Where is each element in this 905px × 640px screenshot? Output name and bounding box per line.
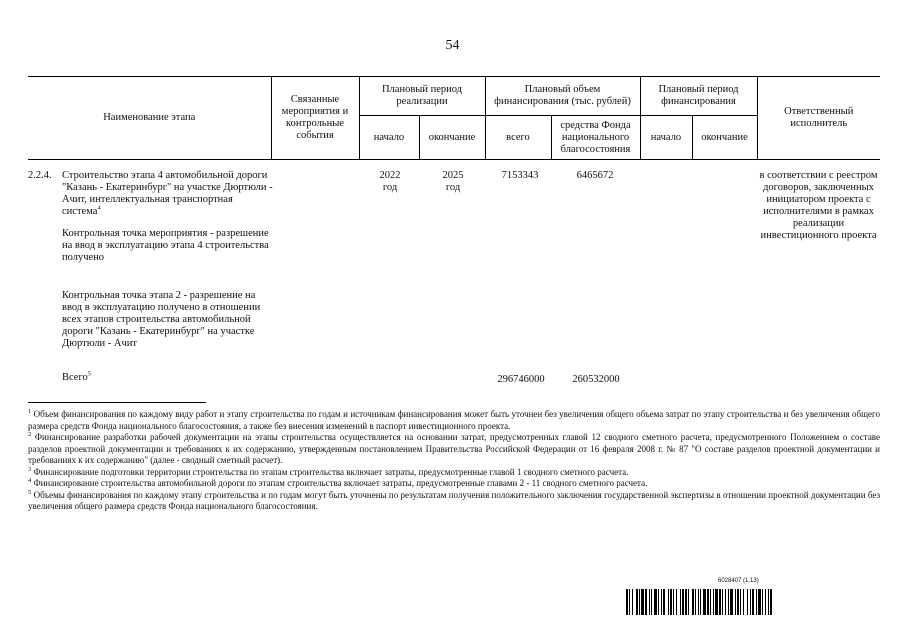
footnote-4: $^4$ Финансирование строительства автомобильной дороги по этапам строительства включает затраты, предусмотренные главами 2 - 11 сводного сметного расчета.: [28, 477, 648, 488]
grand-total: 296746000: [497, 374, 545, 385]
financing-table: [28, 76, 880, 160]
barcode-bar: [772, 589, 775, 615]
footnotes: [28, 409, 880, 513]
header-responsible: Ответственный исполнитель: [757, 77, 880, 160]
header-fin-start: начало: [640, 116, 692, 160]
row-fund: 6465672: [576, 170, 614, 181]
checkpoint-1: Контрольная точка мероприятия - разрешение на ввод в эксплуатацию этапа 4 строительства получено: [62, 228, 269, 263]
end-year: 2025 год: [442, 170, 464, 193]
header-planned-period: Плановый период реализации: [359, 77, 485, 116]
footnote-separator: [28, 402, 206, 403]
header-fin-end: окончание: [692, 116, 757, 160]
checkpoint-2: Контрольная точка этапа 2 - разрешение на ввод в эксплуатацию получено в отношении всех этапов строительства автомобильной дороги "Казань - Екатеринбург" на участке Дюртюли - Ачит: [62, 290, 261, 349]
row-total: 7153343: [501, 170, 539, 181]
barcode-label: 6028407 (1.13): [718, 578, 759, 584]
footnote-3: $^3$ Финансирование подготовки территории строительства по этапам строительства включает затраты, предусмотренные главой 1 сводного сметного расчета.: [28, 465, 629, 477]
header-financing-period: Плановый период финансирования: [640, 77, 757, 116]
header-planned-volume: Плановый объем финансирования (тыс. рублей): [485, 77, 640, 116]
header-end: окончание: [419, 116, 485, 160]
footnote-2: $^2$ Финансирование разработки рабочей документации на этапы строительства осуществляется на основании затрат, предусмотренных главой 12 сводного сметного расчета, предусмотренного Положением о составе разделов проектной документации и требованиях к их содержанию, утвержденным постановлением Правительства Российской Федерации от 16 февраля 2008 г. № 87 "О составе разделов проектной документации и требованиях к их содержанию" (далее - сводный сметный расчет).: [28, 431, 881, 465]
row-title: Строительство этапа 4 автомобильной дороги "Казань - Екатеринбург" на участке Дюртюли - Ачит, интеллектуальная транспортная система$^4$: [62, 170, 273, 217]
header-total: всего: [485, 116, 551, 160]
start-year: 2022 год: [379, 170, 401, 193]
header-related-events: Связанные мероприятия и контрольные события: [271, 77, 359, 160]
row-responsible: в соответствии с реестром договоров, заключенных инициатором проекта с исполнителями в рамках реализации инвестиционного проекта: [759, 170, 878, 241]
header-stage-name: Наименование этапа: [28, 77, 271, 160]
footnote-1: $^1$ Объем финансирования по каждому виду работ и этапу строительства по годам и источникам финансирования может быть уточнен без увеличения общего объема затрат по этапу строительства и без увеличения общего размера средств Фонда национального благосостояния, а также без внесения изменений в паспорт инвестиционного проекта.: [28, 408, 881, 431]
footnote-5: $^5$ Объемы финансирования по каждому этапу строительства и по годам могут быть уточнены по результатам получения положительного заключения государственной экспертизы в отношении проектной документации без увеличения общего размера средств Фонда национального благосостояния.: [28, 488, 880, 511]
total-label: Всего$^5$: [62, 370, 91, 383]
grand-fund: 260532000: [572, 374, 620, 385]
row-title-footnote-ref: 4: [97, 204, 101, 212]
page-number: 54: [445, 38, 460, 53]
row-number: 2.2.4.: [28, 170, 52, 181]
header-fund-means: средства Фонда национального благосостояния: [551, 116, 640, 160]
header-start: начало: [359, 116, 419, 160]
barcode: [626, 589, 880, 615]
